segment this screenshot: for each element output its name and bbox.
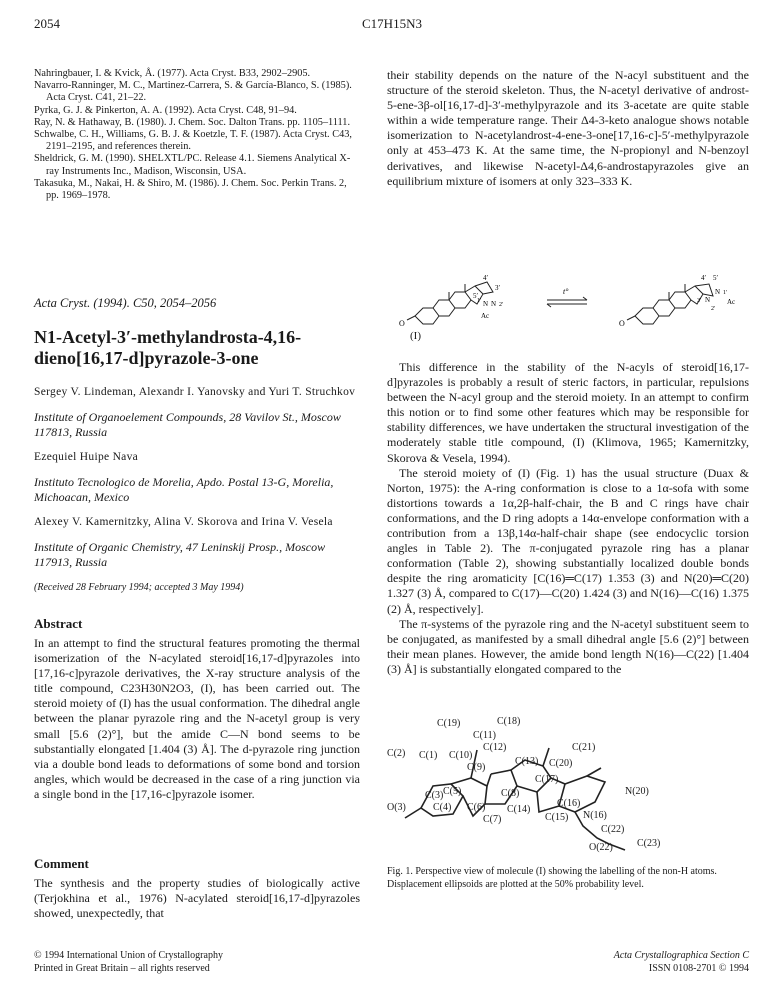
- footer-copyright: © 1994 International Union of Crystallography: [34, 950, 223, 961]
- scheme-left-atom: 3′: [495, 284, 501, 292]
- scheme-left-atom: O: [399, 319, 405, 328]
- comment-paragraph-2: This difference in the stability of the N-acyls of steroid[16,17-d]pyrazoles is probably a result of steric factors, in particular, repulsions between the N-acyl group and the steroid moiety. In an attempt to confirm this notion or to find some other features which may be responsible for stability differences, we have undertaken the structural investigation of the moderately stable title compound, (I) (Klimova, 1965; Kamernitzky, Skorova & Vesela, 1994).: [387, 360, 749, 465]
- scheme-right-atom: N: [705, 296, 711, 304]
- atom-label: O(22): [589, 842, 613, 853]
- abstract-text: In an attempt to find the structural features promoting the thermal isomerization of the N-acylated steroid[16,17-d]pyrazoles into [17,16-c]pyrazole derivatives, the X-ray structure analysis of the title compound, C23H30N2O3, (I), has been carried out. The steroid moiety of (I) has the usual conformation. The dihedral angle between the planar pyrazole ring and the N-acetyl group is very small [5.6 (2)°], but the amide C—N bond seems to be substantially elongated [1.404 (3) Å]. The d-pyrazole ring junction via a double bond leads to deformations of some bond and torsion angles, which would be decreased in the case of a ring junction via a single bond in the [17,16-c]pyrazole isomer.: [34, 636, 360, 801]
- scheme-left-atom: 5′: [473, 292, 479, 300]
- scheme-left-atom: 2′: [499, 302, 504, 308]
- affiliation-3: Institute of Organic Chemistry, 47 Leninskij Prosp., Moscow 117913, Russia: [34, 540, 326, 569]
- running-formula: C17H15N3: [362, 16, 422, 31]
- reference-item: Navarro-Ranninger, M. C., Martinez-Carrera, S. & García-Blanco, S. (1985). Acta Cryst. C41, 21–22.: [34, 80, 352, 104]
- reaction-scheme-drawing: [387, 268, 749, 330]
- atom-label: C(13): [515, 756, 539, 767]
- comment-paragraph-1: The synthesis and the property studies of biologically active (Terjokhina et al., 1976) N-acylated steroid[16,17-d]pyrazoles showed, unexpectedly, that: [34, 876, 360, 921]
- comment-paragraph-4: The π-systems of the pyrazole ring and the N-acetyl substituent seem to be conjugated, as manifested by a small dihedral angle [5.6 (2)°] between their mean planes. However, the amide bond length N(16)—C(22) [1.404 (3) Å] is substantially elongated compared to the: [387, 616, 749, 676]
- atom-label: C(14): [507, 804, 531, 815]
- atom-label: C(8): [501, 788, 520, 799]
- scheme-right-atom: 4′: [701, 274, 707, 282]
- scheme-right-atom: 5′: [713, 274, 719, 282]
- atom-label: C(16): [557, 798, 581, 809]
- page-number: 2054: [34, 16, 60, 31]
- scheme-arrow-label: t°: [563, 287, 569, 296]
- reference-item: Nahringbauer, I. & Kvick, Å. (1977). Acta Cryst. B33, 2902–2905.: [34, 68, 311, 79]
- atom-label: C(23): [637, 838, 661, 849]
- atom-label: C(2): [387, 748, 406, 759]
- atom-label: C(12): [483, 742, 507, 753]
- reference-item: Schwalbe, C. H., Williams, G. B. J. & Koetzle, T. F. (1987). Acta Cryst. C43, 2191–2195, and references therein.: [34, 129, 352, 153]
- comment-paragraph-3: The steroid moiety of (I) (Fig. 1) has the usual structure (Duax & Norton, 1975): the A-ring conformation is close to a 1α-sofa with some distortions towards a 1α,2β-half-chair, the B and C rings have chair conformations, and the D ring adopts a 14α-envelope conformation with a contribution from a 13β,14α-half-chair shape (see endocyclic torsion angles in Table 2). The π-conjugated pyrazole ring has a planar conformation (Table 2), showing substantially localized double bonds despite the ring aromaticity [C(16)═C(17) 1.353 (3) and N(20)═C(20) 1.327 (3) Å, compared to C(17)—C(20) 1.424 (3) and N(16)—C(16) 1.375 (2) Å, respectively].: [387, 465, 749, 616]
- atom-label: C(21): [572, 742, 596, 753]
- authors-group-3: Alexey V. Kamernitzky, Alina V. Skorova and Irina V. Vesela: [34, 516, 333, 528]
- scheme-compound-label: (I): [410, 330, 421, 342]
- comment-body-right: [387, 360, 749, 677]
- authors-group-1: Sergey V. Lindeman, Alexandr I. Yanovsky and Yuri T. Struchkov: [34, 386, 356, 398]
- abstract-heading: Abstract: [34, 616, 83, 631]
- atom-label: C(5): [443, 786, 462, 797]
- atom-label: C(19): [437, 718, 461, 729]
- comment-section: [34, 856, 360, 921]
- article-citation: Acta Cryst. (1994). C50, 2054–2056: [34, 296, 217, 310]
- atom-label: C(18): [497, 716, 521, 727]
- reaction-scheme: [387, 268, 749, 328]
- atom-label: C(7): [483, 814, 502, 825]
- atom-label: C(4): [433, 802, 452, 813]
- article-title: N1-Acetyl-3′-methylandrosta-4,16-dieno[16,17-d]pyrazole-3-one: [34, 327, 302, 368]
- reference-item: Takasuka, M., Nakai, H. & Shiro, M. (1986). J. Chem. Soc. Perkin Trans. 2, pp. 1969–1978.: [34, 177, 347, 202]
- scheme-right-atom: N: [715, 288, 721, 296]
- atom-label: C(22): [601, 824, 625, 835]
- atom-label: C(3): [425, 790, 444, 801]
- reference-item: Pyrka, G. J. & Pinkerton, A. A. (1992). Acta Cryst. C48, 91–94.: [34, 104, 297, 116]
- reference-list: [34, 68, 360, 202]
- affiliation-1: Institute of Organoelement Compounds, 28 Vavilov St., Moscow 117813, Russia: [34, 410, 341, 439]
- atom-label: C(10): [449, 750, 473, 761]
- scheme-left-atom: 1′: [477, 298, 482, 304]
- atom-label: C(17): [535, 774, 559, 785]
- footer-printed: Printed in Great Britain – all rights reserved: [34, 963, 210, 974]
- atom-label: C(15): [545, 812, 569, 823]
- figure-1: [387, 712, 749, 862]
- received-dates: (Received 28 February 1994; accepted 3 May 1994): [34, 582, 244, 593]
- scheme-right-atom: 2′: [711, 306, 716, 312]
- scheme-right-atom: 3′: [697, 298, 702, 304]
- comment-paragraph-1-continued: their stability depends on the nature of the N-acyl substituent and the structure of the steroid skeleton. Thus, the N-acetyl derivative of androst-5-ene-3β-ol[16,17-d]-3′-methylpyrazole and its 3-acetate are quite stable within a wide temperature range. Their Δ4-3-keto analogue shows notable isomerization to N-acetylandrost-4-ene-3-one[17,16-c]-5′-methylpyrazole only at 453–473 K. At the same time, the N-propionyl and N-benzoyl derivatives, and likewise N-acetyl-Δ4,6-androstapyrazoles give an equilibrium mixture of isomers at only 323–333 K.: [387, 68, 749, 188]
- reference-item: Ray, N. & Hathaway, B. (1980). J. Chem. Soc. Dalton Trans. pp. 1105–1111.: [34, 116, 351, 128]
- reference-item: Sheldrick, G. M. (1990). SHELXTL/PC. Release 4.1. Siemens Analytical X-ray Instruments Inc., Madison, Wisconsin, USA.: [34, 153, 351, 177]
- scheme-left-atom: Ac: [481, 312, 490, 320]
- abstract-section: [34, 616, 360, 802]
- scheme-left-atom: 4′: [483, 274, 489, 282]
- figure-1-caption: Fig. 1. Perspective view of molecule (I) showing the labelling of the non-H atoms. Displacement ellipsoids are plotted at the 50% probability level.: [387, 866, 717, 890]
- article-header: [34, 296, 360, 594]
- footer-issn: ISSN 0108-2701 © 1994: [648, 963, 749, 974]
- atom-label: C(9): [467, 762, 486, 773]
- scheme-right-atom: O: [619, 319, 625, 328]
- footer-journal: Acta Crystallographica Section C: [613, 950, 749, 961]
- affiliation-2: Instituto Tecnologico de Morelia, Apdo. Postal 13-G, Morelia, Michoacan, Mexico: [34, 475, 334, 504]
- atom-label: N(20): [625, 786, 649, 797]
- comment-heading: Comment: [34, 856, 89, 871]
- molecule-ortep-drawing: [387, 712, 749, 862]
- atom-label: N(16): [583, 810, 607, 821]
- atom-label: C(1): [419, 750, 438, 761]
- atom-label: C(11): [473, 730, 496, 741]
- scheme-left-atom: N: [483, 300, 489, 308]
- atom-label: C(20): [549, 758, 573, 769]
- atom-label: O(3): [387, 802, 406, 813]
- authors-group-2: Ezequiel Huipe Nava: [34, 451, 139, 463]
- atom-label: C(6): [467, 802, 486, 813]
- scheme-left-atom: N: [491, 300, 497, 308]
- scheme-right-atom: 1′: [723, 290, 728, 296]
- scheme-right-atom: Ac: [727, 298, 736, 306]
